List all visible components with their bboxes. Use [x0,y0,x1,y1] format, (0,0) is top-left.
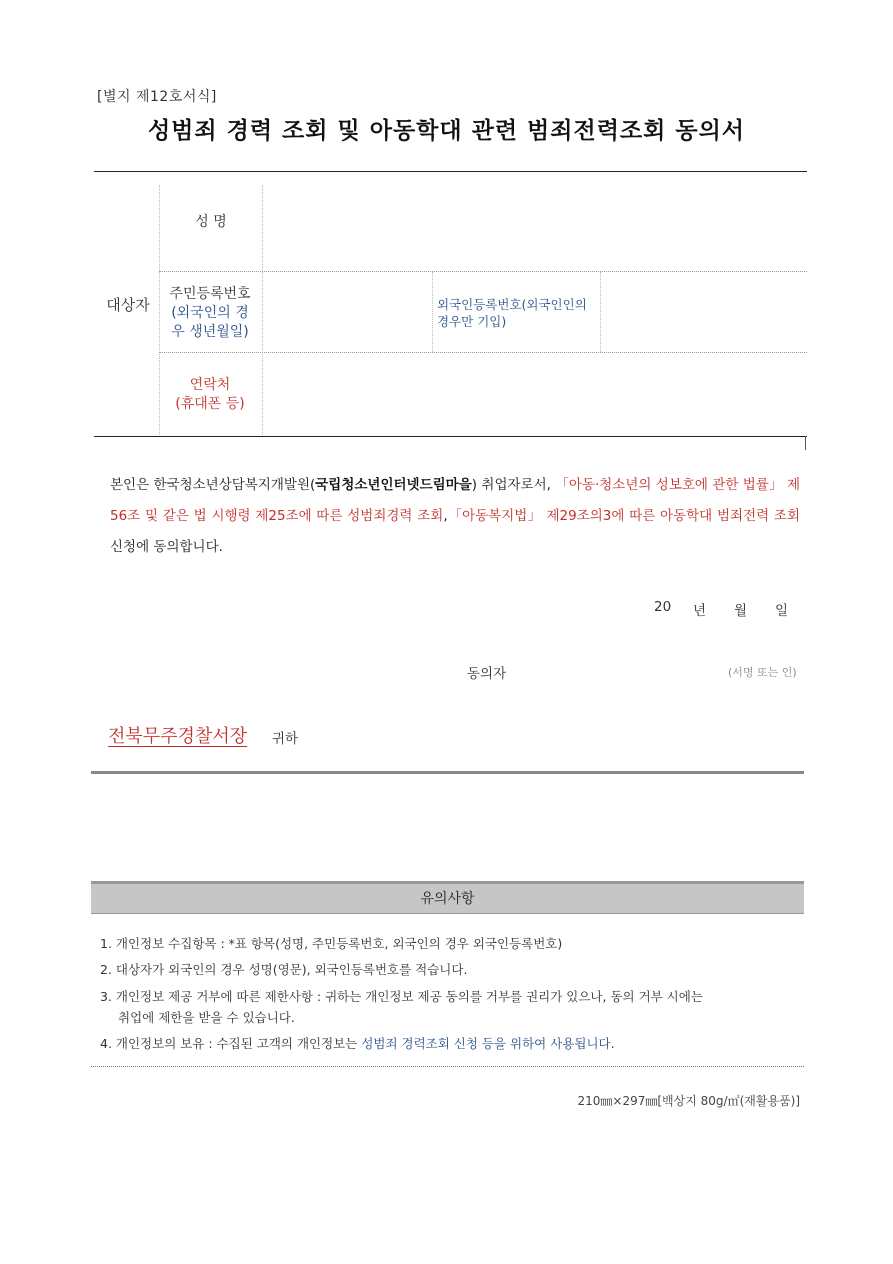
table-row-divider [159,271,807,272]
consent-law-sexual-offense: 「아동·청소년의 성보호에 관한 법률」 제56조 및 같은 법 시행령 제25조에 따른 성범죄경력 조회 [110,477,800,524]
name-field[interactable] [265,190,805,268]
notice-item-1: 1. 개인정보 수집항목 : *표 항목(성명, 주민등록번호, 외국인의 경우 외국인등록번호) [100,936,563,951]
notice-bottom-border [91,1066,804,1067]
recipient-name: 전북무주경찰서장 [108,726,248,747]
rrn-field[interactable] [265,275,430,349]
name-label: 성 명 [195,214,227,230]
consent-text-part1: 본인은 한국청소년상담복지개발원( [110,477,316,493]
consent-law-child-welfare: 「아동복지법」 제29조의3에 따른 아동학대 범죄전력 조회 [447,508,800,524]
contact-field[interactable] [265,356,805,432]
notice-item-2: 2. 대상자가 외국인의 경우 성명(영문), 외국인등록번호를 적습니다. [100,962,468,977]
notice-item-3-cont: 취업에 제한을 받을 수 있습니다. [118,1010,295,1025]
date-month-label: 월 [734,603,748,619]
notice-header: 유의사항 [91,881,804,914]
consent-text-part3: , [443,508,448,524]
foreign-id-label-line2: 경우만 기입) [437,314,507,329]
notice-item-4-text: 4. 개인정보의 보유 : 수집된 고객의 개인정보는 [100,1036,362,1051]
foreign-id-field[interactable] [603,275,805,349]
foreign-id-label-line1: 외국인등록번호(외국인인의 [437,297,587,312]
consenter-label: 동의자 [467,666,507,682]
contact-label [160,376,260,414]
section-label-target: 대상자 [106,296,150,314]
table-divider [262,185,263,435]
date-year-label: 년 [693,603,707,619]
consent-org-name: 국립청소년인터넷드림마을 [315,477,472,493]
notice-item-3: 3. 개인정보 제공 거부에 따른 제한사항 : 귀하는 개인정보 제공 동의를 거부를 권리가 있으나, 동의 거부 시에는 [100,989,703,1004]
consent-text-part2: ) 취업자로서, [471,477,556,493]
date-day-label: 일 [775,603,789,619]
table-corner-mark [805,436,806,450]
rrn-label-line1: 주민등록번호 [169,286,251,302]
date-year-prefix: 20 [654,599,672,615]
rrn-label-line3: 우 생년월일) [171,324,249,340]
contact-label-line1: 연락처 [189,377,231,393]
notice-item-4 [100,1035,800,1053]
consent-statement [110,470,800,563]
section-separator [91,771,804,774]
signature-hint: (서명 또는 인) [728,666,797,679]
contact-label-line2: (휴대폰 등) [175,396,245,412]
rrn-label-line2: (외국인의 경 [171,305,249,321]
form-number: [별지 제12호서식] [97,89,217,105]
consent-text-part4: 신청에 동의합니다. [110,539,223,555]
table-bottom-border [94,436,807,437]
table-top-border [94,171,807,172]
foreign-id-label [437,296,602,330]
notice-item-4-highlight: 성범죄 경력조회 신청 등을 위하여 사용됩니다. [361,1036,615,1051]
table-divider [432,272,433,352]
recipient-suffix: 귀하 [272,731,299,747]
table-row-divider [159,352,807,353]
rrn-label [160,285,260,342]
paper-spec: 210㎜×297㎜[백상지 80g/㎡(재활용품)] [577,1094,800,1108]
page-title: 성범죄 경력 조회 및 아동학대 관련 범죄전력조회 동의서 [147,118,746,144]
